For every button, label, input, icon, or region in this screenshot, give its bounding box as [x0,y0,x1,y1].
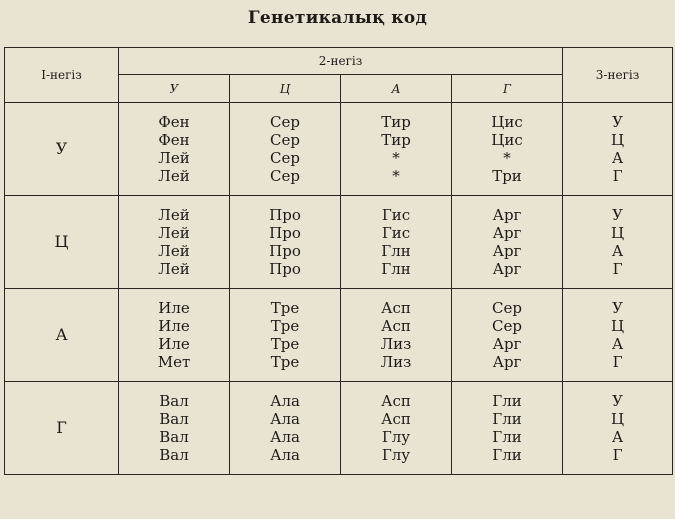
amino-acid: Фен [158,131,190,149]
second-base-header: 2-негіз [119,48,563,75]
amino-acid: Лиз [380,335,412,353]
amino-acid: Тре [270,317,300,335]
amino-acid: Асп [381,410,411,428]
amino-acid: Иле [158,335,190,353]
first-base-cell: Г [5,382,119,475]
table-row [5,289,673,382]
amino-acid: Мет [157,353,191,371]
third-base-letter: Ц [610,317,625,335]
codon-cell [119,289,230,382]
third-base-letter: У [612,299,623,317]
amino-acid: Ала [270,392,300,410]
third-base-cell [563,289,673,382]
amino-acid: Лей [158,242,190,260]
amino-acid: Арг [492,260,522,278]
genetic-code-table [4,47,673,475]
amino-acid: Про [269,260,301,278]
amino-acid: Сер [270,149,300,167]
codon-cell [230,103,341,196]
first-base-cell: У [5,103,119,196]
codon-cell [119,103,230,196]
amino-acid: Ала [270,428,300,446]
amino-acid: Сер [492,299,522,317]
third-base-cell [563,196,673,289]
codon-cell [452,196,563,289]
second-base-col-a: А [341,75,452,103]
amino-acid: Лей [158,224,190,242]
table-row [5,382,673,475]
third-base-letter: Г [612,167,623,185]
codon-cell [230,289,341,382]
third-base-letter: А [611,149,624,167]
amino-acid: Сер [492,317,522,335]
codon-cell [230,382,341,475]
amino-acid: Лиз [380,353,412,371]
codon-cell [119,196,230,289]
amino-acid: Глу [381,446,411,464]
third-base-letter: У [612,206,623,224]
third-base-letter: Ц [610,410,625,428]
third-base-letter: А [611,335,624,353]
third-base-letter: Ц [610,224,625,242]
amino-acid: Гис [381,224,411,242]
amino-acid: Цис [491,131,523,149]
third-base-letter: А [611,242,624,260]
amino-acid: * [503,149,511,167]
amino-acid: Гли [492,392,522,410]
table-row [5,196,673,289]
amino-acid: Арг [492,206,522,224]
amino-acid: Про [269,242,301,260]
amino-acid: Вал [159,428,189,446]
amino-acid: Асп [381,317,411,335]
third-base-cell [563,103,673,196]
amino-acid: Вал [159,392,189,410]
third-base-letter: У [612,392,623,410]
amino-acid: Сер [270,113,300,131]
amino-acid: Про [269,206,301,224]
amino-acid: Ала [270,446,300,464]
amino-acid: Гис [381,206,411,224]
amino-acid: Глн [381,260,411,278]
amino-acid: Асп [381,392,411,410]
amino-acid: Арг [492,335,522,353]
amino-acid: Лей [158,260,190,278]
first-base-cell: А [5,289,119,382]
amino-acid: Глу [381,428,411,446]
amino-acid: Три [492,167,522,185]
second-base-col-u: У [119,75,230,103]
amino-acid: Глн [381,242,411,260]
third-base-letter: Г [612,353,623,371]
page-title: Генетикалық код [247,8,428,28]
amino-acid: Лей [158,206,190,224]
amino-acid: * [392,167,400,185]
codon-cell [341,382,452,475]
table-body [5,103,673,475]
amino-acid: Иле [158,299,190,317]
amino-acid: Тир [381,131,411,149]
amino-acid: Лей [158,167,190,185]
table-row [5,103,673,196]
amino-acid: Гли [492,446,522,464]
third-base-letter: А [611,428,624,446]
amino-acid: Асп [381,299,411,317]
amino-acid: Тре [270,353,300,371]
amino-acid: Арг [492,353,522,371]
amino-acid: Тре [270,335,300,353]
second-base-col-c: Ц [230,75,341,103]
amino-acid: Ала [270,410,300,428]
third-base-header: 3-негіз [563,48,673,103]
codon-cell [341,196,452,289]
codon-cell [119,382,230,475]
amino-acid: Сер [270,167,300,185]
amino-acid: Иле [158,317,190,335]
amino-acid: Фен [158,113,190,131]
codon-cell [230,196,341,289]
amino-acid: Про [269,224,301,242]
codon-cell [452,289,563,382]
amino-acid: Тре [270,299,300,317]
amino-acid: Гли [492,410,522,428]
codon-cell [452,382,563,475]
amino-acid: Лей [158,149,190,167]
amino-acid: Тир [381,113,411,131]
amino-acid: Цис [491,113,523,131]
amino-acid: Гли [492,428,522,446]
amino-acid: Арг [492,224,522,242]
third-base-letter: У [612,113,623,131]
codon-cell [452,103,563,196]
third-base-cell [563,382,673,475]
third-base-letter: Г [612,446,623,464]
amino-acid: Арг [492,242,522,260]
third-base-letter: Г [612,260,623,278]
second-base-col-g: Г [452,75,563,103]
amino-acid: Вал [159,410,189,428]
first-base-header: I-негіз [5,48,119,103]
amino-acid: * [392,149,400,167]
amino-acid: Вал [159,446,189,464]
codon-cell [341,103,452,196]
third-base-letter: Ц [610,131,625,149]
first-base-cell: Ц [5,196,119,289]
amino-acid: Сер [270,131,300,149]
codon-cell [341,289,452,382]
